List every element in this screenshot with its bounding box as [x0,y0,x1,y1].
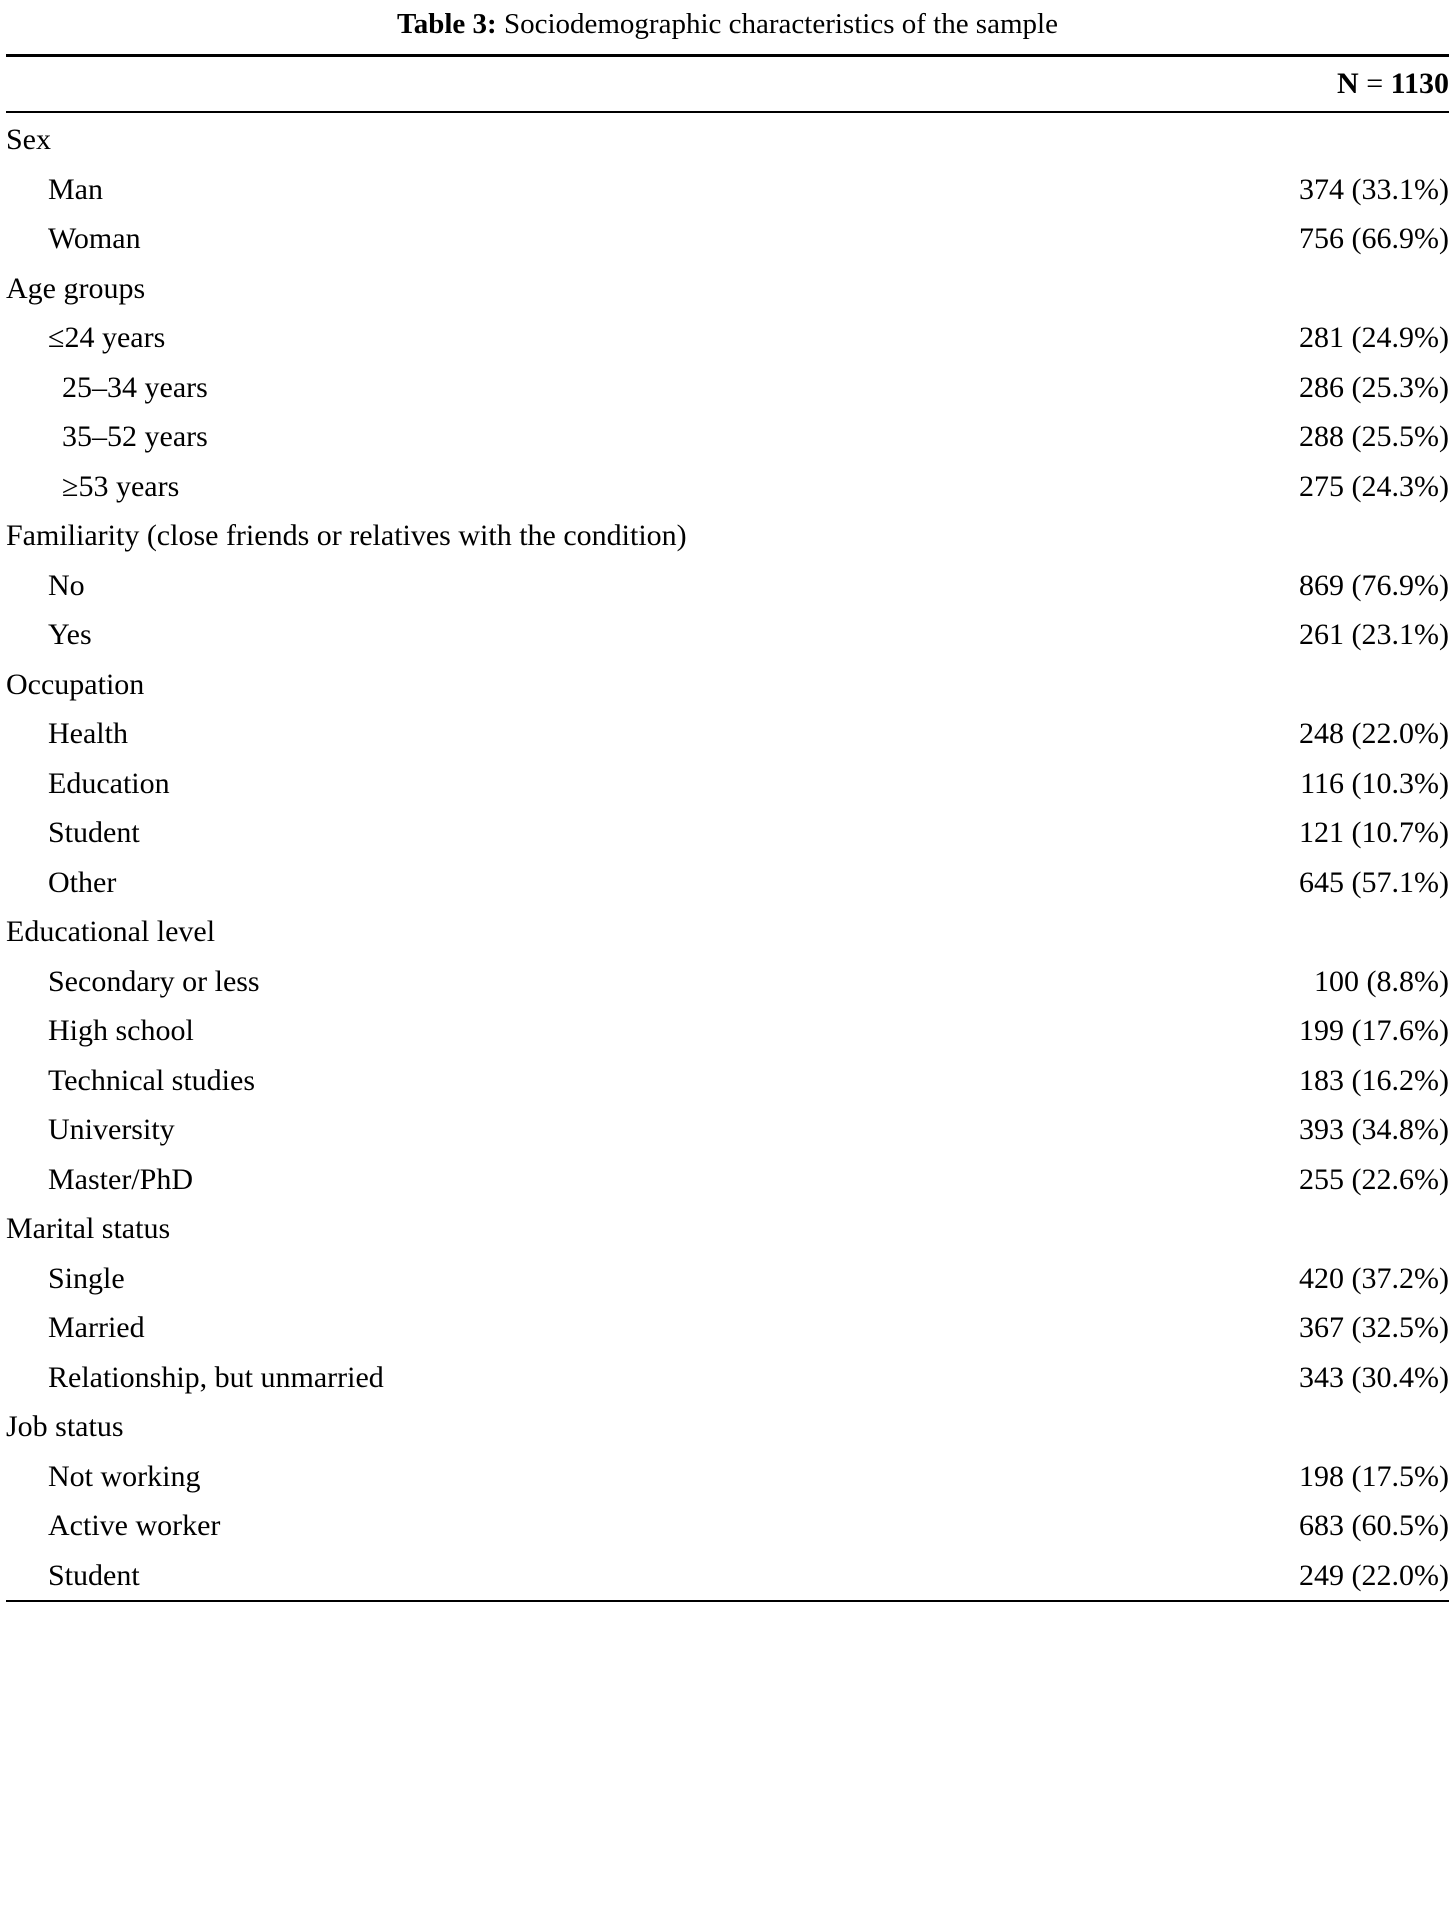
table-row [6,214,1449,264]
row-value: 393 (34.8%) [1299,1113,1449,1147]
row-category-label: Job status [6,1410,124,1444]
row-value [1299,511,1449,561]
row-item-label: Yes [48,618,92,652]
table-body [6,56,1449,116]
row-value: 420 (37.2%) [1299,1261,1449,1295]
table-header-row [6,56,1449,113]
row-item-label: Relationship, but unmarried [48,1360,384,1394]
table-row [6,1254,1449,1304]
row-value: 255 (22.6%) [1299,1162,1449,1196]
table-row [6,511,1449,561]
table-row [6,610,1449,660]
row-value: 869 (76.9%) [1299,568,1449,602]
row-item-label: Not working [48,1459,201,1493]
table-row [6,1551,1449,1602]
row-value: 249 (22.0%) [1299,1558,1449,1592]
row-value: 199 (17.6%) [1299,1014,1449,1048]
row-item-label: Technical studies [48,1063,255,1097]
row-value: 275 (24.3%) [1299,469,1449,503]
row-category-label: Familiarity (close friends or relatives with the condition) [6,519,687,553]
table-row [6,1155,1449,1205]
row-value: 248 (22.0%) [1299,717,1449,751]
row-value: 286 (25.3%) [1299,370,1449,404]
row-item-label: 25–34 years [62,370,208,404]
row-item-label: ≥53 years [62,469,180,503]
table-row [6,1105,1449,1155]
row-category-label: Age groups [6,271,146,305]
row-value: 198 (17.5%) [1299,1459,1449,1493]
row-item-label: Single [48,1261,125,1295]
table-row [6,313,1449,363]
table-footer-body [6,1601,1449,1604]
table-row [6,1402,1449,1452]
row-item-label: Other [48,865,117,899]
table-caption-label: Table 3: [397,8,497,40]
row-value: 756 (66.9%) [1299,222,1449,256]
table-row [6,561,1449,611]
row-item-label: Student [48,816,140,850]
header-n-equals: = [1358,67,1391,101]
row-item-label: Woman [48,222,141,256]
row-category-label: Sex [6,123,51,157]
row-value: 288 (25.5%) [1299,420,1449,454]
table-row [6,1501,1449,1551]
row-item-label: Education [48,766,170,800]
row-item-label: 35–52 years [62,420,208,454]
row-item-label: Man [48,172,103,206]
header-cell-blank [6,56,1299,113]
table-row [6,412,1449,462]
row-value: 343 (30.4%) [1299,1360,1449,1394]
row-value: 183 (16.2%) [1299,1063,1449,1097]
row-value [1299,660,1449,710]
table-row [6,115,1449,165]
table-data-body [6,115,1449,1601]
row-item-label: Student [48,1558,140,1592]
header-cell-n [1299,56,1449,113]
row-value: 645 (57.1%) [1299,865,1449,899]
table-caption-text: Sociodemographic characteristics of the sample [503,8,1058,40]
table-row [6,363,1449,413]
row-value: 281 (24.9%) [1299,321,1449,355]
table-row [6,1006,1449,1056]
row-value: 367 (32.5%) [1299,1311,1449,1345]
row-item-label: Secondary or less [48,964,260,998]
header-n-label: N [1337,67,1359,101]
row-item-label: Married [48,1311,145,1345]
table-row [6,907,1449,957]
table-row [6,957,1449,1007]
bottom-rule-cell-right [1299,1601,1449,1604]
table-row [6,1056,1449,1106]
table-row [6,1204,1449,1254]
row-item-label: No [48,568,85,602]
row-item-label: University [48,1113,175,1147]
row-value [1299,1204,1449,1254]
row-value [1299,115,1449,165]
table-row [6,709,1449,759]
table-caption [6,0,1449,54]
table-row [6,858,1449,908]
table-row [6,462,1449,512]
table-row [6,165,1449,215]
row-value [1299,1402,1449,1452]
row-category-label: Educational level [6,915,216,949]
row-value: 121 (10.7%) [1299,816,1449,850]
table-row [6,1303,1449,1353]
bottom-rule [6,1601,1449,1604]
table-row [6,808,1449,858]
row-item-label: Health [48,717,128,751]
row-value [1299,907,1449,957]
row-value: 374 (33.1%) [1299,172,1449,206]
row-value [1299,264,1449,314]
row-value: 683 (60.5%) [1299,1509,1449,1543]
table-row [6,264,1449,314]
row-item-label: Master/PhD [48,1162,193,1196]
row-value: 116 (10.3%) [1300,766,1449,800]
row-value: 261 (23.1%) [1299,618,1449,652]
table-row [6,1353,1449,1403]
row-category-label: Marital status [6,1212,171,1246]
row-item-label: ≤24 years [48,321,166,355]
row-value: 100 (8.8%) [1314,964,1449,998]
table-row [6,1452,1449,1502]
row-category-label: Occupation [6,667,145,701]
header-n-value: 1130 [1390,67,1449,101]
sociodemographic-table [6,54,1449,1604]
table-row [6,660,1449,710]
table-row [6,759,1449,809]
row-item-label: Active worker [48,1509,221,1543]
bottom-rule-cell-left [6,1601,1299,1604]
row-item-label: High school [48,1014,194,1048]
